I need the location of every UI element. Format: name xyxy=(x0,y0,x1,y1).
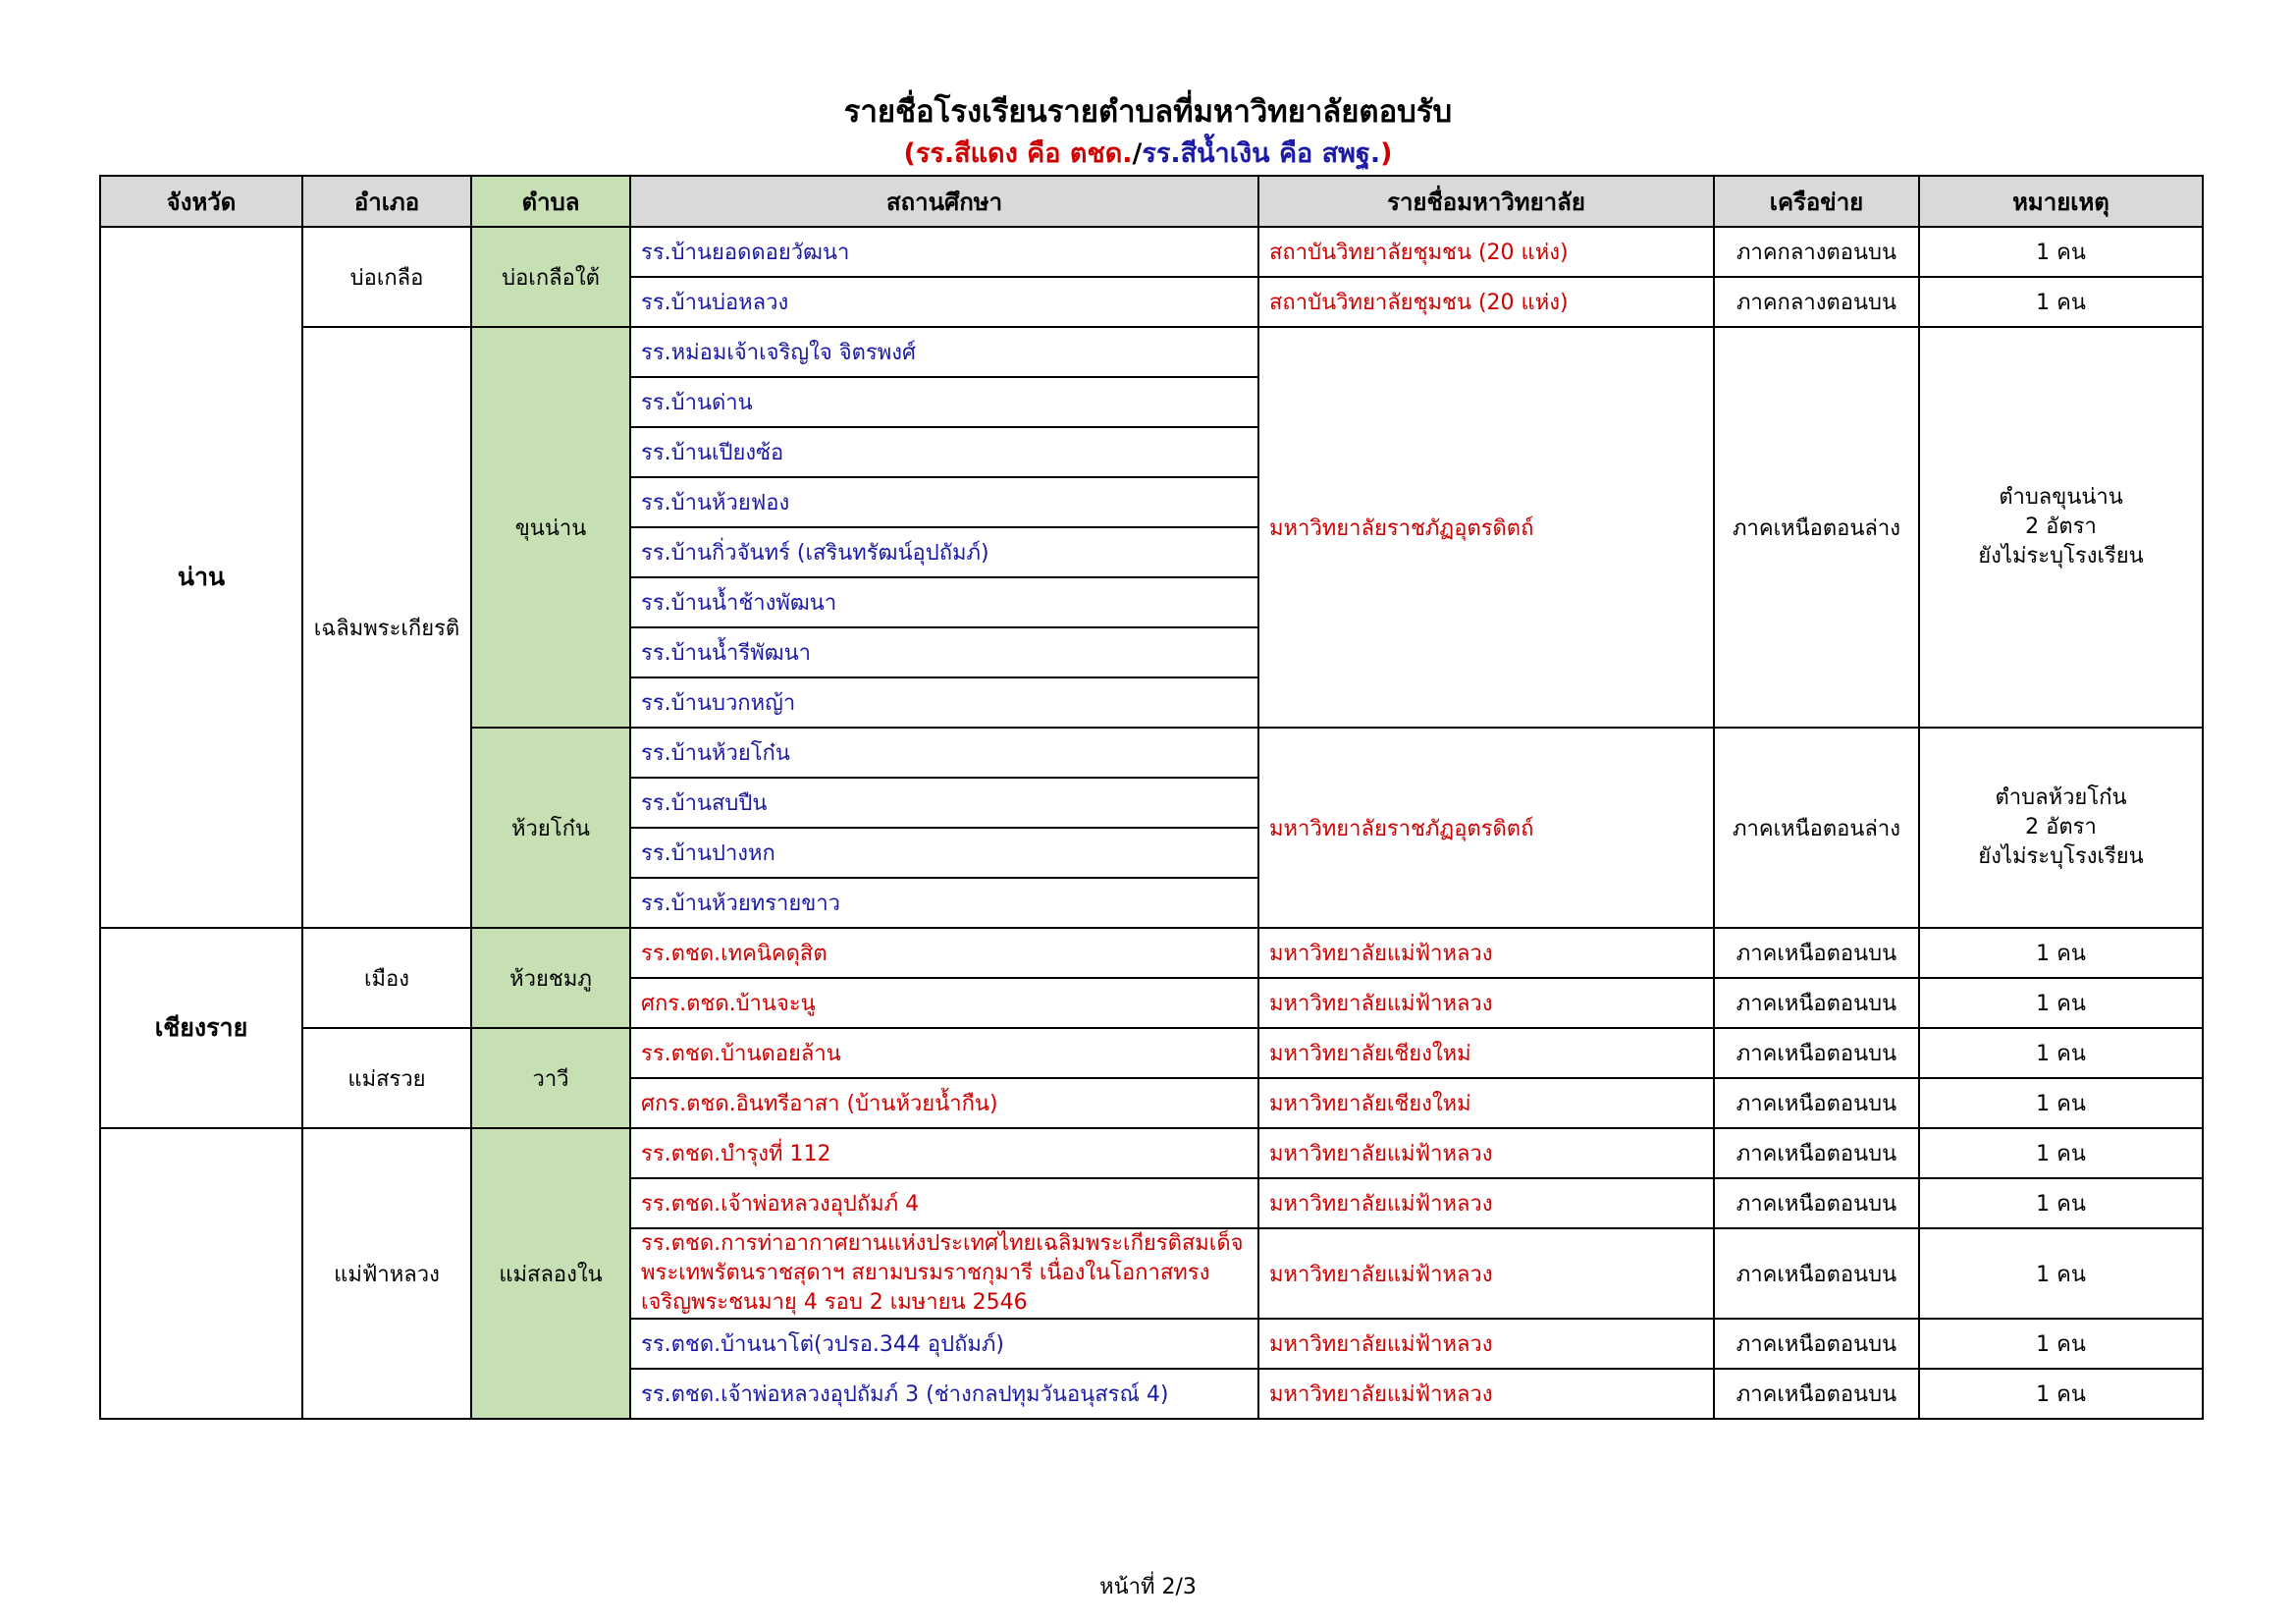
column-header-remark: หมายเหตุ xyxy=(1919,176,2203,227)
network-cell: ภาคเหนือตอนบน xyxy=(1714,1028,1919,1078)
network-cell: ภาคเหนือตอนบน xyxy=(1714,978,1919,1028)
school-table xyxy=(99,175,2204,1420)
school-cell: รร.บ้านน้ำรีพัฒนา xyxy=(630,627,1258,677)
university-cell: มหาวิทยาลัยเชียงใหม่ xyxy=(1258,1028,1714,1078)
school-cell: รร.ตชด.เจ้าพ่อหลวงอุปถัมภ์ 4 xyxy=(630,1178,1258,1228)
school-cell: รร.บ้านปางหก xyxy=(630,828,1258,878)
district-cell: เฉลิมพระเกียรติ xyxy=(302,327,471,928)
university-cell: มหาวิทยาลัยเชียงใหม่ xyxy=(1258,1078,1714,1128)
subtitle-open: ( xyxy=(903,138,916,169)
column-header-university: รายชื่อมหาวิทยาลัย xyxy=(1258,176,1714,227)
university-cell: มหาวิทยาลัยแม่ฟ้าหลวง xyxy=(1258,1319,1714,1369)
district-cell: แม่สรวย xyxy=(302,1028,471,1128)
school-cell: รร.ตชด.การท่าอากาศยานแห่งประเทศไทยเฉลิมพระเกียรติสมเด็จพระเทพรัตนราชสุดาฯ สยามบรมราชกุมารี เนื่องในโอกาสทรงเจริญพระชนมายุ 4 รอบ 2 เมษายน 2546 xyxy=(630,1228,1258,1319)
university-cell: มหาวิทยาลัยแม่ฟ้าหลวง xyxy=(1258,1228,1714,1319)
remark-cell: 1 คน xyxy=(1919,1178,2203,1228)
network-cell: ภาคเหนือตอนบน xyxy=(1714,1369,1919,1419)
province-cell: เชียงราย xyxy=(100,928,302,1128)
remark-cell: 1 คน xyxy=(1919,1369,2203,1419)
subtitle-slash: / xyxy=(1132,138,1143,169)
subtitle-red-legend: รร.สีแดง คือ ตชด. xyxy=(915,138,1133,169)
school-cell: รร.ตชด.บำรุงที่ 112 xyxy=(630,1128,1258,1178)
page-number: หน้าที่ 2/3 xyxy=(1099,1575,1197,1599)
school-cell: รร.บ้านห้วยทรายขาว xyxy=(630,878,1258,928)
school-cell: รร.บ้านสบปืน xyxy=(630,778,1258,828)
university-cell: สถาบันวิทยาลัยชุมชน (20 แห่ง) xyxy=(1258,277,1714,327)
subdistrict-cell: ห้วยชมภู xyxy=(471,928,630,1028)
remark-line: 2 อัตรา xyxy=(2025,514,2097,539)
remark-cell: 1 คน xyxy=(1919,1228,2203,1319)
remark-cell: 1 คน xyxy=(1919,1028,2203,1078)
network-cell: ภาคเหนือตอนบน xyxy=(1714,1178,1919,1228)
table-row xyxy=(100,327,2203,377)
column-header-district: อำเภอ xyxy=(302,176,471,227)
remark-line: ตำบลขุนน่าน xyxy=(1999,485,2123,510)
school-cell: รร.บ้านห้วยโก๋น xyxy=(630,728,1258,778)
remark-cell xyxy=(1919,728,2203,928)
remark-cell: 1 คน xyxy=(1919,1128,2203,1178)
subdistrict-cell: แม่สลองใน xyxy=(471,1128,630,1419)
school-cell: รร.บ้านบวกหญ้า xyxy=(630,677,1258,728)
school-cell: รร.หม่อมเจ้าเจริญใจ จิตรพงศ์ xyxy=(630,327,1258,377)
remark-cell: 1 คน xyxy=(1919,227,2203,277)
subdistrict-cell: ห้วยโก๋น xyxy=(471,728,630,928)
network-cell: ภาคกลางตอนบน xyxy=(1714,277,1919,327)
school-cell: ศกร.ตชด.อินทรีอาสา (บ้านห้วยน้ำกืน) xyxy=(630,1078,1258,1128)
column-header-network: เครือข่าย xyxy=(1714,176,1919,227)
school-cell: รร.บ้านน้ำช้างพัฒนา xyxy=(630,577,1258,627)
network-cell: ภาคเหนือตอนล่าง xyxy=(1714,728,1919,928)
school-cell: รร.บ้านห้วยฟอง xyxy=(630,477,1258,527)
school-cell: รร.บ้านเปียงซ้อ xyxy=(630,427,1258,477)
school-cell: รร.บ้านบ่อหลวง xyxy=(630,277,1258,327)
network-cell: ภาคเหนือตอนบน xyxy=(1714,928,1919,978)
document-title: รายชื่อโรงเรียนรายตำบลที่มหาวิทยาลัยตอบรับ xyxy=(843,94,1453,130)
table-row xyxy=(100,1128,2203,1178)
university-cell: มหาวิทยาลัยแม่ฟ้าหลวง xyxy=(1258,1369,1714,1419)
university-cell: มหาวิทยาลัยแม่ฟ้าหลวง xyxy=(1258,1128,1714,1178)
remark-line: 2 อัตรา xyxy=(2025,815,2097,839)
school-cell: ศกร.ตชด.บ้านจะนู xyxy=(630,978,1258,1028)
university-cell: มหาวิทยาลัยแม่ฟ้าหลวง xyxy=(1258,1178,1714,1228)
column-header-province: จังหวัด xyxy=(100,176,302,227)
subdistrict-cell: ขุนน่าน xyxy=(471,327,630,728)
remark-line: ตำบลห้วยโก๋น xyxy=(1995,785,2127,810)
school-cell: รร.ตชด.บ้านนาโต่(วปรอ.344 อุปถัมภ์) xyxy=(630,1319,1258,1369)
university-cell: มหาวิทยาลัยแม่ฟ้าหลวง xyxy=(1258,978,1714,1028)
province-cell: น่าน xyxy=(100,227,302,928)
remark-cell: 1 คน xyxy=(1919,928,2203,978)
column-header-subdistrict: ตำบล xyxy=(471,176,630,227)
network-cell: ภาคเหนือตอนล่าง xyxy=(1714,327,1919,728)
school-cell: รร.บ้านกิ่วจันทร์ (เสรินทรัฒน์อุปถัมภ์) xyxy=(630,527,1258,577)
remark-line: ยังไม่ระบุโรงเรียน xyxy=(1978,844,2144,869)
province-cell-empty xyxy=(100,1128,302,1419)
network-cell: ภาคกลางตอนบน xyxy=(1714,227,1919,277)
district-cell: บ่อเกลือ xyxy=(302,227,471,327)
university-cell: สถาบันวิทยาลัยชุมชน (20 แห่ง) xyxy=(1258,227,1714,277)
subtitle-close: ) xyxy=(1380,138,1393,169)
school-cell: รร.บ้านยอดดอยวัฒนา xyxy=(630,227,1258,277)
university-cell: มหาวิทยาลัยราชภัฏอุตรดิตถ์ xyxy=(1258,327,1714,728)
subdistrict-cell: บ่อเกลือใต้ xyxy=(471,227,630,327)
school-cell: รร.ตชด.เทคนิคดุสิต xyxy=(630,928,1258,978)
subdistrict-cell: วาวี xyxy=(471,1028,630,1128)
university-cell: มหาวิทยาลัยแม่ฟ้าหลวง xyxy=(1258,928,1714,978)
network-cell: ภาคเหนือตอนบน xyxy=(1714,1319,1919,1369)
district-cell: เมือง xyxy=(302,928,471,1028)
subtitle-blue-legend: รร.สีน้ำเงิน คือ สพฐ. xyxy=(1142,138,1381,169)
network-cell: ภาคเหนือตอนบน xyxy=(1714,1078,1919,1128)
table-row xyxy=(100,227,2203,277)
remark-cell: 1 คน xyxy=(1919,1319,2203,1369)
remark-cell: 1 คน xyxy=(1919,277,2203,327)
school-cell: รร.ตชด.บ้านดอยล้าน xyxy=(630,1028,1258,1078)
table-row xyxy=(100,928,2203,978)
column-header-school: สถานศึกษา xyxy=(630,176,1258,227)
header-row xyxy=(100,176,2203,227)
remark-cell: 1 คน xyxy=(1919,1078,2203,1128)
university-cell: มหาวิทยาลัยราชภัฏอุตรดิตถ์ xyxy=(1258,728,1714,928)
network-cell: ภาคเหนือตอนบน xyxy=(1714,1228,1919,1319)
school-cell: รร.บ้านด่าน xyxy=(630,377,1258,427)
remark-line: ยังไม่ระบุโรงเรียน xyxy=(1978,544,2144,568)
network-cell: ภาคเหนือตอนบน xyxy=(1714,1128,1919,1178)
document-subtitle xyxy=(0,132,2296,174)
school-cell: รร.ตชด.เจ้าพ่อหลวงอุปถัมภ์ 3 (ช่างกลปทุมวันอนุสรณ์ 4) xyxy=(630,1369,1258,1419)
district-cell: แม่ฟ้าหลวง xyxy=(302,1128,471,1419)
remark-cell: 1 คน xyxy=(1919,978,2203,1028)
table-row xyxy=(100,1028,2203,1078)
remark-cell xyxy=(1919,327,2203,728)
